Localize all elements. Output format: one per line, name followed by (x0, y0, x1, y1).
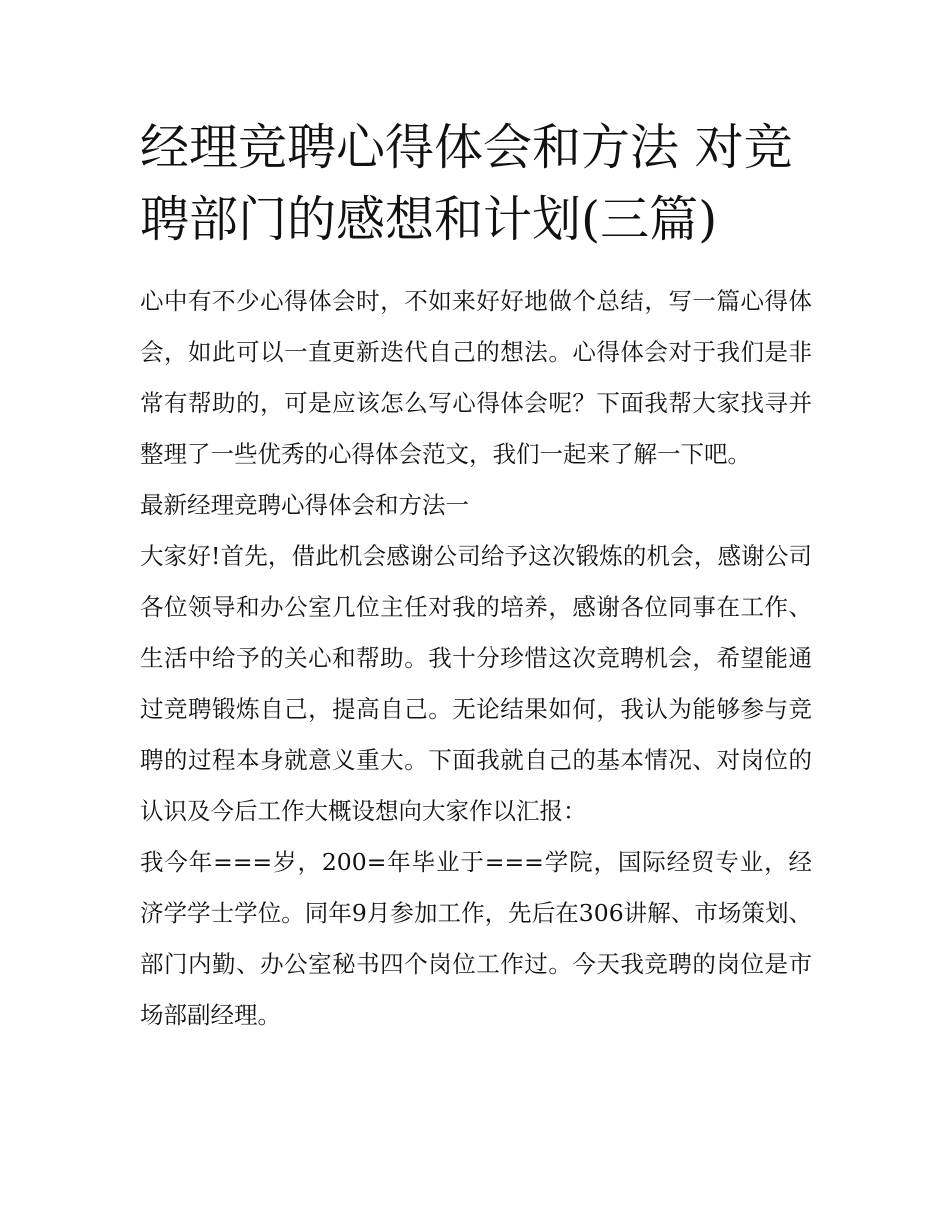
section-heading: 最新经理竞聘心得体会和方法一 (140, 491, 469, 519)
document-title: 经理竞聘心得体会和方法 对竞聘部门的感想和计划(三篇) (140, 119, 793, 248)
body-paragraph-2: 我今年===岁，200=年毕业于===学院，国际经贸专业，经济学学士学位。同年9月参加工作，先后在306讲解、市场策划、部门内勤、办公室秘书四个岗位工作过。今天我竞聘的岗位是市场部副经理。 (140, 848, 812, 1029)
document-page (140, 112, 812, 1041)
intro-paragraph: 心中有不少心得体会时，不如来好好地做个总结，写一篇心得体会，如此可以一直更新迭代自己的想法。心得体会对于我们是非常有帮助的，可是应该怎么写心得体会呢？下面我帮大家找寻并整理了一些优秀的心得体会范文，我们一起来了解一下吧。 (140, 287, 812, 468)
body-paragraph-1: 大家好!首先，借此机会感谢公司给予这次锻炼的机会，感谢公司各位领导和办公室几位主任对我的培养，感谢各位同事在工作、生活中给予的关心和帮助。我十分珍惜这次竞聘机会，希望能通过竞聘锻炼自己，提高自己。无论结果如何，我认为能够参与竞聘的过程本身就意义重大。下面我就自己的基本情况、对岗位的认识及今后工作大概设想向大家作以汇报： (140, 542, 812, 825)
